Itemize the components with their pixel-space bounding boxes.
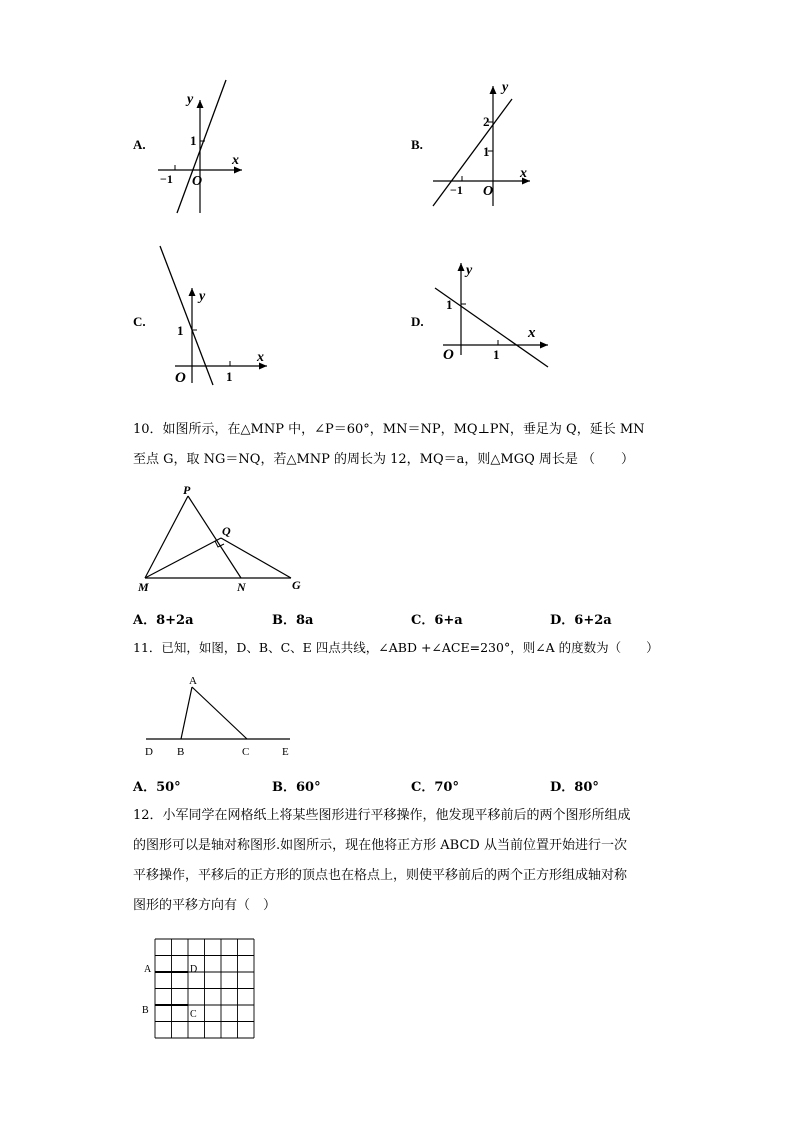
q10-option-a[interactable]: A．8+2a — [133, 613, 194, 628]
y-label: y — [502, 80, 509, 95]
label-q: Q — [222, 524, 231, 538]
graph-b — [428, 78, 538, 210]
tick-x: 1 — [493, 347, 500, 362]
y-label: y — [199, 289, 206, 304]
q11-option-c[interactable]: C．70° — [411, 780, 459, 795]
tick-y: 1 — [446, 297, 453, 312]
y-arrow-icon — [490, 86, 497, 94]
q12-line3: 平移操作，平移后的正方形的顶点也在格点上，则使平移前后的两个正方形组成轴对称 — [133, 868, 628, 883]
label-c: C — [190, 1009, 197, 1020]
label-e: E — [282, 746, 289, 758]
option-c-label: C. — [133, 314, 146, 329]
label-n: N — [237, 580, 246, 594]
tick-x: 1 — [226, 369, 233, 384]
option-b-label: B. — [411, 137, 423, 152]
label-a: A — [144, 964, 152, 975]
q10-line2: 至点 G，取 NG＝NQ，若△MNP 的周长为 12，MQ＝a，则△MGQ 周长是 （ ） — [133, 452, 635, 467]
y-arrow-icon — [197, 100, 204, 108]
tick-x: −1 — [450, 183, 463, 197]
y-label: y — [466, 263, 473, 278]
graph-line — [433, 99, 512, 206]
x-arrow-icon — [540, 342, 548, 349]
y-arrow-icon — [189, 288, 196, 296]
origin: O — [483, 184, 494, 199]
graph-line — [177, 80, 226, 213]
q12-line2: 的图形可以是轴对称图形.如图所示，现在他将正方形 ABCD 从当前位置开始进行一次 — [133, 838, 627, 853]
grid — [155, 939, 254, 1038]
q11-option-d[interactable]: D．80° — [550, 780, 599, 795]
y-label: y — [187, 92, 194, 107]
y-arrow-icon — [458, 263, 465, 271]
tick-y: 1 — [190, 133, 197, 148]
x-label: x — [520, 166, 527, 181]
label-b: B — [142, 1005, 149, 1016]
q12-line1: 12．小军同学在网格纸上将某些图形进行平移操作，他发现平移前后的两个图形所组成 — [133, 808, 631, 823]
q10-option-b[interactable]: B．8a — [272, 613, 314, 628]
label-a: A — [189, 675, 197, 687]
q11-line1: 11．已知，如图，D、B、C、E 四点共线，∠ABD +∠ACE=230°，则∠A 的度数为（ ） — [133, 640, 659, 655]
origin: O — [443, 347, 454, 363]
tick-y: 1 — [177, 323, 184, 338]
origin: O — [192, 174, 203, 189]
q10-option-d[interactable]: D．6+2a — [550, 613, 612, 628]
option-d-label: D. — [411, 314, 424, 329]
q12-line4: 图形的平移方向有（ ） — [133, 898, 277, 913]
q11-figure — [140, 672, 300, 762]
graph-a — [150, 75, 260, 220]
q11-option-b[interactable]: B．60° — [272, 780, 321, 795]
label-m: M — [138, 580, 149, 594]
q10-line1: 10．如图所示，在△MNP 中，∠P＝60°，MN＝NP，MQ⊥PN，垂足为 Q，延长 MN — [133, 422, 645, 437]
option-a-label: A. — [133, 137, 146, 152]
label-d: D — [145, 746, 153, 758]
x-label: x — [232, 153, 239, 168]
tick-x: −1 — [160, 172, 173, 186]
origin: O — [175, 370, 186, 386]
label-d: D — [190, 964, 198, 975]
tick-y2: 2 — [483, 114, 490, 129]
x-label: x — [528, 325, 536, 341]
label-b: B — [177, 746, 185, 758]
label-g: G — [292, 578, 301, 592]
q10-option-c[interactable]: C．6+a — [411, 613, 463, 628]
label-p: P — [183, 483, 191, 497]
label-c: C — [242, 746, 250, 758]
q11-option-a[interactable]: A．50° — [133, 780, 181, 795]
tick-y1: 1 — [483, 144, 490, 159]
x-label: x — [257, 350, 264, 365]
graph-line — [160, 246, 213, 385]
graph-d — [428, 255, 558, 370]
q10-figure — [133, 483, 313, 598]
graph-c — [155, 243, 275, 388]
q12-grid-figure — [138, 935, 263, 1043]
